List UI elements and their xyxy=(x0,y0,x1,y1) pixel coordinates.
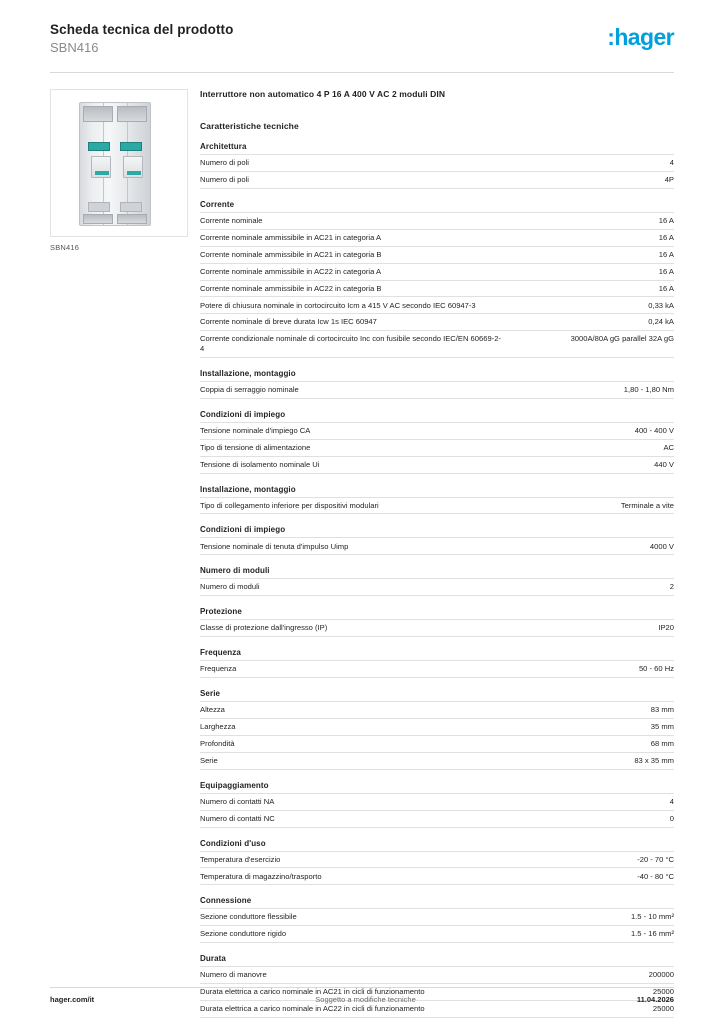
page-title: Scheda tecnica del prodotto xyxy=(50,22,234,37)
page-footer xyxy=(50,987,674,1004)
spec-value: 1.5 - 10 mm² xyxy=(504,909,674,926)
spec-label: Serie xyxy=(200,752,504,769)
spec-group-title: Installazione, montaggio xyxy=(200,484,296,494)
spec-group-title: Equipaggiamento xyxy=(200,780,269,790)
spec-label: Durata elettrica a carico nominale in AC21 in cicli di funzionamento xyxy=(200,984,504,1001)
table-row xyxy=(200,735,674,752)
spec-table xyxy=(200,908,674,943)
spec-label: Durata elettrica a carico nominale in AC22 in cicli di funzionamento xyxy=(200,1000,504,1017)
spec-label: Corrente nominale ammissibile in AC21 in categoria A xyxy=(200,229,504,246)
table-row xyxy=(200,172,674,189)
table-row xyxy=(200,579,674,596)
page-header xyxy=(50,0,674,66)
spec-label: Corrente nominale ammissibile in AC22 in categoria B xyxy=(200,280,504,297)
spec-table xyxy=(200,851,674,886)
table-row xyxy=(200,752,674,769)
table-row xyxy=(200,212,674,229)
table-row xyxy=(200,456,674,473)
spec-value: 440 V xyxy=(504,456,674,473)
page-content xyxy=(50,73,674,1018)
spec-label: Coppia di serraggio nominale xyxy=(200,381,504,398)
table-row xyxy=(200,263,674,280)
specification-groups xyxy=(200,142,674,1018)
table-row xyxy=(200,926,674,943)
table-row xyxy=(200,661,674,678)
spec-label: Potere di chiusura nominale in cortocircuito Icm a 415 V AC secondo IEC 60947-3 xyxy=(200,297,504,314)
spec-value: -20 - 70 °C xyxy=(504,851,674,868)
footer-note: Soggetto a modifiche tecniche xyxy=(315,995,416,1004)
table-row xyxy=(200,229,674,246)
spec-label: Corrente nominale ammissibile in AC21 in categoria B xyxy=(200,246,504,263)
spec-group-title: Condizioni di impiego xyxy=(200,409,286,419)
spec-group-title: Durata xyxy=(200,954,226,964)
spec-value: 0,24 kA xyxy=(504,314,674,331)
table-row xyxy=(200,331,674,358)
table-row xyxy=(200,868,674,885)
spec-value: 68 mm xyxy=(504,735,674,752)
spec-table xyxy=(200,537,674,555)
spec-label: Tensione di isolamento nominale Ui xyxy=(200,456,504,473)
spec-table xyxy=(200,381,674,399)
spec-group-title: Architettura xyxy=(200,142,247,152)
spec-label: Tensione nominale di tenuta d'impulso Uimp xyxy=(200,538,504,555)
breaker-indicator-left xyxy=(88,142,110,151)
specifications-title: Caratteristiche tecniche xyxy=(200,121,299,132)
spec-table xyxy=(200,701,674,770)
breaker-bottom-terminal-left xyxy=(88,202,110,212)
circuit-breaker-illustration xyxy=(79,102,151,226)
spec-value: 83 x 35 mm xyxy=(504,752,674,769)
spec-label: Numero di contatti NA xyxy=(200,793,504,810)
table-row xyxy=(200,810,674,827)
spec-value: 25000 xyxy=(504,1000,674,1017)
spec-value: IP20 xyxy=(504,620,674,637)
spec-label: Numero di moduli xyxy=(200,579,504,596)
table-row xyxy=(200,297,674,314)
spec-table xyxy=(200,793,674,828)
breaker-top-terminal-right xyxy=(117,106,147,122)
spec-label: Corrente nominale ammissibile in AC22 in categoria A xyxy=(200,263,504,280)
product-image-caption: SBN416 xyxy=(50,243,80,253)
footer-divider xyxy=(50,987,674,988)
spec-label: Temperatura d'esercizio xyxy=(200,851,504,868)
hager-logo xyxy=(607,22,674,51)
spec-table xyxy=(200,497,674,515)
spec-value: 4 xyxy=(504,155,674,172)
table-row xyxy=(200,718,674,735)
spec-label: Tipo di tensione di alimentazione xyxy=(200,439,504,456)
spec-value: 16 A xyxy=(504,263,674,280)
spec-label: Tipo di collegamento inferiore per dispositivi modulari xyxy=(200,497,504,514)
spec-value: 1,80 - 1,80 Nm xyxy=(504,381,674,398)
spec-value: 2 xyxy=(504,579,674,596)
spec-table xyxy=(200,619,674,637)
spec-label: Corrente nominale xyxy=(200,212,504,229)
table-row xyxy=(200,439,674,456)
table-row xyxy=(200,155,674,172)
spec-label: Classe di protezione dall'ingresso (IP) xyxy=(200,620,504,637)
breaker-foot-right xyxy=(117,214,147,224)
table-row xyxy=(200,246,674,263)
spec-label: Numero di manovre xyxy=(200,967,504,984)
spec-label: Frequenza xyxy=(200,661,504,678)
product-image-column xyxy=(50,89,200,1018)
table-row xyxy=(200,702,674,719)
spec-label: Temperatura di magazzino/trasporto xyxy=(200,868,504,885)
breaker-bottom-terminal-right xyxy=(120,202,142,212)
breaker-lever-left xyxy=(91,156,111,178)
product-image xyxy=(50,89,188,237)
specifications-column xyxy=(200,89,674,1018)
spec-label: Numero di poli xyxy=(200,172,504,189)
table-row xyxy=(200,909,674,926)
product-reference: SBN416 xyxy=(50,39,99,55)
spec-value: 4000 V xyxy=(504,538,674,555)
spec-value: 3000A/80A gG parallel 32A gG xyxy=(504,331,674,358)
footer-row xyxy=(50,995,674,1004)
spec-label: Profondità xyxy=(200,735,504,752)
spec-group-title: Connessione xyxy=(200,896,252,906)
spec-label: Larghezza xyxy=(200,718,504,735)
table-row xyxy=(200,280,674,297)
spec-value: AC xyxy=(504,439,674,456)
spec-value: 4 xyxy=(504,793,674,810)
spec-table xyxy=(200,154,674,189)
spec-label: Tensione nominale d'impiego CA xyxy=(200,422,504,439)
spec-value: 83 mm xyxy=(504,702,674,719)
spec-value: 4P xyxy=(504,172,674,189)
table-row xyxy=(200,422,674,439)
table-row xyxy=(200,793,674,810)
table-row xyxy=(200,967,674,984)
table-row xyxy=(200,497,674,514)
table-row xyxy=(200,314,674,331)
spec-table xyxy=(200,212,674,358)
spec-group-title: Installazione, montaggio xyxy=(200,368,296,378)
table-row xyxy=(200,538,674,555)
spec-value: -40 - 80 °C xyxy=(504,868,674,885)
spec-value: 35 mm xyxy=(504,718,674,735)
spec-value: 16 A xyxy=(504,246,674,263)
spec-label: Corrente nominale di breve durata Icw 1s IEC 60947 xyxy=(200,314,504,331)
spec-group-title: Protezione xyxy=(200,607,242,617)
footer-date: 11.04.2026 xyxy=(636,995,674,1004)
spec-value: 16 A xyxy=(504,280,674,297)
spec-value: 200000 xyxy=(504,967,674,984)
spec-group-title: Serie xyxy=(200,689,221,699)
spec-value: 1.5 - 16 mm² xyxy=(504,926,674,943)
spec-table xyxy=(200,660,674,678)
spec-group-title: Frequenza xyxy=(200,648,241,658)
spec-value: 400 - 400 V xyxy=(504,422,674,439)
product-description: Interruttore non automatico 4 P 16 A 400 V AC 2 moduli DIN xyxy=(200,89,446,100)
footer-website[interactable]: hager.com/it xyxy=(50,995,95,1004)
spec-label: Sezione conduttore flessibile xyxy=(200,909,504,926)
breaker-lever-right xyxy=(123,156,143,178)
header-titles xyxy=(50,22,233,56)
spec-value: 50 - 60 Hz xyxy=(504,661,674,678)
spec-group-title: Condizioni di impiego xyxy=(200,525,286,535)
spec-label: Sezione conduttore rigido xyxy=(200,926,504,943)
spec-label: Numero di contatti NC xyxy=(200,810,504,827)
spec-value: 25000 xyxy=(504,984,674,1001)
spec-value: 16 A xyxy=(504,229,674,246)
spec-group-title: Corrente xyxy=(200,199,235,209)
spec-value: 0,33 kA xyxy=(504,297,674,314)
spec-label: Corrente condizionale nominale di cortocircuito Inc con fusibile secondo IEC/EN 60669-2-4 xyxy=(200,331,504,358)
breaker-foot-left xyxy=(83,214,113,224)
breaker-indicator-right xyxy=(120,142,142,151)
table-row xyxy=(200,381,674,398)
spec-group-title: Numero di moduli xyxy=(200,566,270,576)
spec-value: 16 A xyxy=(504,212,674,229)
table-row xyxy=(200,620,674,637)
spec-table xyxy=(200,578,674,596)
logo-colon: : xyxy=(607,24,615,50)
spec-label: Altezza xyxy=(200,702,504,719)
logo-wordmark: hager xyxy=(614,24,674,50)
spec-value: Terminale a vite xyxy=(504,497,674,514)
table-row xyxy=(200,851,674,868)
breaker-top-terminal-left xyxy=(83,106,113,122)
spec-table xyxy=(200,422,674,474)
spec-value: 0 xyxy=(504,810,674,827)
spec-group-title: Condizioni d'uso xyxy=(200,838,266,848)
spec-label: Numero di poli xyxy=(200,155,504,172)
